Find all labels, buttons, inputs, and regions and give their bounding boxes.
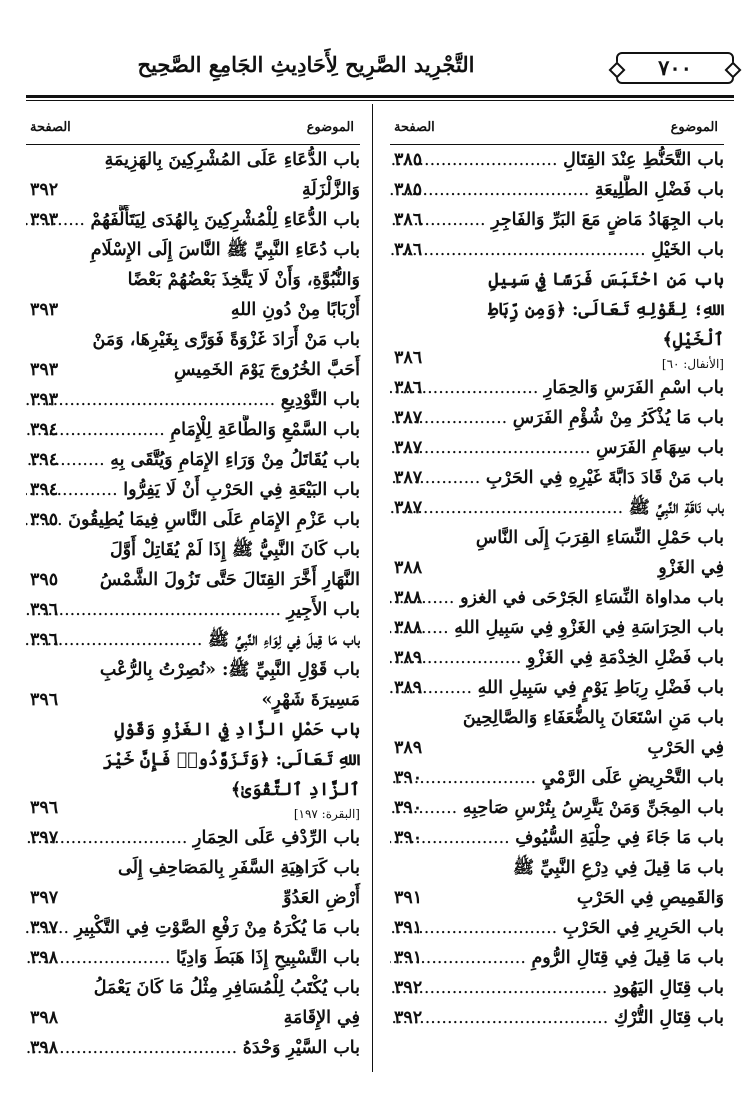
entry-title: باب حَمْلِ الزَّادِ فِي الغَزْوِ وَقَوْلِ اللهِ تَعَالَى: ﴿وَتَزَوَّدُوا۟ فَإِنَّ خَيْرَ ٱلزَّادِ ٱلتَّقْوَىٰ﴾ [103,720,360,800]
entry-page: ٣٩٨ [30,948,59,968]
index-entry [390,175,724,205]
entry-title: باب قِتَالِ اليَهُودِ ..... [390,973,724,1003]
index-entry [26,415,360,445]
entry-page: ٣٩٨ [30,1038,59,1058]
index-entry [390,403,724,433]
entry-page: ٣٩١ [394,948,423,968]
entry-page: ٣٩٤ [30,450,59,470]
entry-title: باب كَرَاهِيَةِ السَّفَرِ بِالمَصَاحِفِ إِلَى أَرْضِ العَدُوِّ [118,858,360,908]
index-entry [390,1003,724,1033]
entry-title: باب الجِهَادُ مَاضٍ مَعَ البَرِّ وَالفَاجِرِ ..... [390,205,724,235]
entry-page: ٣٩٢ [394,1008,423,1028]
index-entry [390,793,724,823]
entry-title: باب الرِّدْفِ عَلَى الحِمَارِ ..... [26,823,360,853]
entry-title: باب السَّمْعِ وَالطَّاعَةِ لِلْإِمَامِ ..... [26,415,360,445]
index-entry [390,763,724,793]
index-entry [390,943,724,973]
entry-title: باب الدُّعَاءِ لِلْمُشْرِكِينَ بِالهُدَى لِيَتَأَلَّفَهُمْ ..... [26,205,360,235]
index-entry [26,853,360,913]
index-entry [26,823,360,853]
entry-title: باب قَوْلِ النَّبِيِّ ﷺ: «نُصِرْتُ بِالرُّعْبِ مَسِيرَةَ شَهْرٍ» [99,660,360,710]
entry-title: باب مَنِ احْتَبَسَ فَرَسًا فِي سَبِيلِ اللهِ؛ لِقَوْلِهِ تَعَالَى: ﴿وَمِن رِّبَاطِ ٱلْخَيْلِ﴾ [488,270,724,350]
entry-title: باب التَّسْبِيحِ إِذَا هَبَطَ وَادِيًا ..... [26,943,360,973]
index-entry [26,1033,360,1063]
verse-reference: [البقرة: ١٩٧] [293,807,360,821]
index-entry [26,943,360,973]
entry-page: ٣٩٥ [30,570,59,590]
entry-title: باب مَا يُكْرَهُ مِنْ رَفْعِ الصَّوْتِ فِي التَّكْبِيرِ ..... [26,913,360,943]
index-entry [390,433,724,463]
entry-page: ٣٩١ [394,918,423,938]
entry-title: باب نَاقَةِ النَّبِيِّ ﷺ ..... [390,493,724,523]
index-entry [26,475,360,505]
entry-page: ٣٩٥ [30,510,59,530]
entry-page: ٣٩٣ [30,210,59,230]
entry-title: باب كَانَ النَّبِيُّ ﷺ إِذَا لَمْ يُقَاتِلْ أَوَّلَ النَّهَارِ أَخَّرَ القِتَالَ حَتَّى تَزُولَ الشَّمْسُ [99,540,360,590]
index-entry [390,613,724,643]
right-column [390,108,724,1033]
entry-title: باب البَيْعَةِ فِي الحَرْبِ أَنْ لَا يَفِرُّوا ..... [26,475,360,505]
index-entry [390,973,724,1003]
index-entry [390,493,724,523]
entry-title: باب يُكْتَبُ لِلْمُسَافِرِ مِثْلُ مَا كَانَ يَعْمَلُ فِي الإِقَامَةِ [93,978,360,1028]
entry-title: باب فَضْلِ الطَّلِيعَةِ ..... [390,175,724,205]
entry-page: ٣٩٢ [30,180,59,200]
index-entry [26,505,360,535]
entry-title: باب التَّحْرِيضِ عَلَى الرَّمْيِ ..... [390,763,724,793]
entry-page: ٣٩٤ [30,420,59,440]
left-column [26,108,360,1063]
entry-page: ٣٨٦ [394,378,423,398]
index-entry [390,913,724,943]
index-entry [26,325,360,385]
index-entry [26,145,360,205]
index-entry [26,205,360,235]
index-entry [390,523,724,583]
entry-title: باب فَضْلِ الخِدْمَةِ فِي الغَزْوِ ..... [390,643,724,673]
topic-label: الموضوع [306,120,354,135]
entry-title: باب مَا جَاءَ فِي حِلْيَةِ السُّيُوفِ ..... [390,823,724,853]
entry-title: باب الحَرِيرِ فِي الحَرْبِ ..... [390,913,724,943]
entry-title: باب السَّيْرِ وَحْدَهُ ..... [26,1033,360,1063]
verse-reference: [الأنفال: ٦٠] [661,357,724,371]
index-entry [390,703,724,763]
entry-title: باب التَّوْدِيعِ ..... [26,385,360,415]
entry-page: ٣٨٦ [394,210,423,230]
entry-page: ٣٨٩ [394,648,423,668]
book-title: التَّجْرِيد الصَّرِيح لِأَحَادِيثِ الجَامِعِ الصَّحِيح [137,52,475,77]
column-divider [372,104,373,1072]
entry-page: ٣٩٦ [30,600,59,620]
entry-page: ٣٨٥ [394,150,423,170]
entry-title: باب الأَجِيرِ ..... [26,595,360,625]
index-entry [26,385,360,415]
column-header [26,108,360,144]
index-entry [26,535,360,595]
entry-title: باب اسْمِ الفَرَسِ وَالحِمَارِ ..... [390,373,724,403]
entry-title: باب مَنِ اسْتَعَانَ بِالضُّعَفَاءِ وَالصَّالِحِينَ فِي الحَرْبِ [462,708,724,758]
entry-page: ٣٩٣ [30,390,59,410]
index-entry [26,655,360,715]
entry-title: باب مَا قِيلَ فِي قِتَالِ الرُّومِ ..... [390,943,724,973]
index-entry [26,625,360,655]
index-entry [26,445,360,475]
entry-title: باب سِهَامِ الفَرَسِ ..... [390,433,724,463]
entry-title: باب عَزْمِ الإِمَامِ عَلَى النَّاسِ فِيمَا يُطِيقُونَ ..... [26,505,360,535]
entry-page: ٣٨٧ [394,438,423,458]
index-entry [390,145,724,175]
entry-title: باب الدُّعَاءِ عَلَى المُشْرِكِينَ بِالهَزِيمَةِ وَالزَّلْزَلَةِ [104,150,360,200]
entry-title: باب مَا يُذْكَرُ مِنْ شُؤْمِ الفَرَسِ ..... [390,403,724,433]
topic-label: الموضوع [670,120,718,135]
page-label: الصفحة [394,120,435,135]
entry-page: ٣٨٧ [394,408,423,428]
entry-page: ٣٩٠ [394,828,423,848]
entry-title: باب الخَيْلِ ..... [390,235,724,265]
entry-page: ٣٩٣ [30,300,59,320]
entry-page: ٣٨٧ [394,468,423,488]
index-entry [390,673,724,703]
page-label: الصفحة [30,120,71,135]
entry-page: ٣٨٨ [394,588,423,608]
entry-page: ٣٩٤ [30,480,59,500]
index-entry [390,643,724,673]
header-rule [26,95,734,98]
column-header [390,108,724,144]
index-entry [390,463,724,493]
index-entry [26,235,360,325]
entry-page: ٣٩٣ [30,360,59,380]
entry-page: ٣٩٨ [30,1008,59,1028]
entry-page: ٣٨٥ [394,180,423,200]
entry-page: ٣٩٠ [394,798,423,818]
index-entry [390,373,724,403]
index-entry [26,913,360,943]
entry-page: ٣٨٩ [394,738,423,758]
index-entry [390,265,724,373]
index-entry [390,235,724,265]
entry-page: ٣٩٧ [30,888,59,908]
entry-title: باب مَا قِيلَ فِي دِرْعِ النَّبِيِّ ﷺ وَالقَمِيصِ فِي الحَرْبِ [513,858,724,908]
page-header [26,52,734,98]
entry-page: ٣٩٦ [30,798,59,818]
header-rule-thin [26,100,734,101]
page-number: ٧٠٠ [616,52,734,84]
entry-title: باب قِتَالِ التُّرْكِ ..... [390,1003,724,1033]
index-entry [390,853,724,913]
entry-title: باب الحِرَاسَةِ فِي الغَزْوِ فِي سَبِيلِ اللهِ ..... [390,613,724,643]
index-entry [26,973,360,1033]
entry-title: باب مَنْ قَادَ دَابَّةَ غَيْرِهِ فِي الحَرْبِ ..... [390,463,724,493]
entry-page: ٣٩١ [394,888,423,908]
index-entry [390,583,724,613]
entry-title: باب المِجَنِّ وَمَنْ يَتَّرِسُ بِتُرْسِ صَاحِبِهِ ..... [390,793,724,823]
entry-page: ٣٨٨ [394,558,423,578]
entry-title: باب مَنْ أَرَادَ غَزْوَةً فَوَرَّى بِغَيْرِهَا، وَمَنْ أَحَبَّ الخُرُوجَ يَوْمَ الخَمِيسِ [92,330,360,380]
entry-title: باب حَمْلِ النِّسَاءِ القِرَبَ إِلَى النَّاسِ فِي الغَزْوِ [475,528,724,578]
entry-title: باب مَا قِيلَ فِي لِوَاءِ النَّبِيِّ ﷺ ..... [26,625,360,655]
entry-page: ٣٩٦ [30,630,59,650]
entry-page: ٣٩٠ [394,768,423,788]
entry-title: باب دُعَاءِ النَّبِيِّ ﷺ النَّاسَ إِلَى الإِسْلَامِ وَالنُّبُوَّةِ، وَأَنْ لَا يَتَّخِذَ بَعْضُهُمْ بَعْضًا أَرْبَابًا مِنْ دُونِ اللهِ [90,240,360,320]
entry-page: ٣٩٧ [30,918,59,938]
entry-title: باب التَّحَنُّطِ عِنْدَ القِتَالِ ..... [390,145,724,175]
index-entry [26,595,360,625]
entry-page: ٣٨٩ [394,678,423,698]
entry-page: ٣٨٧ [394,498,423,518]
entry-title: باب مداواة النِّسَاءِ الجَرْحَى في الغزو ..... [390,583,724,613]
entry-page: ٣٨٨ [394,618,423,638]
entry-page: ٣٨٦ [394,348,423,368]
entry-title: باب يُقَاتَلُ مِنْ وَرَاءِ الإِمَامِ وَيُتَّقَى بِهِ ..... [26,445,360,475]
entry-title: باب فَضْلِ رِبَاطِ يَوْمٍ فِي سَبِيلِ اللهِ ..... [390,673,724,703]
entry-page: ٣٨٦ [394,240,423,260]
index-entry [26,715,360,823]
entry-page: ٣٩٧ [30,828,59,848]
entry-page: ٣٩٢ [394,978,423,998]
index-entry [390,823,724,853]
entry-page: ٣٩٦ [30,690,59,710]
index-entry [390,205,724,235]
